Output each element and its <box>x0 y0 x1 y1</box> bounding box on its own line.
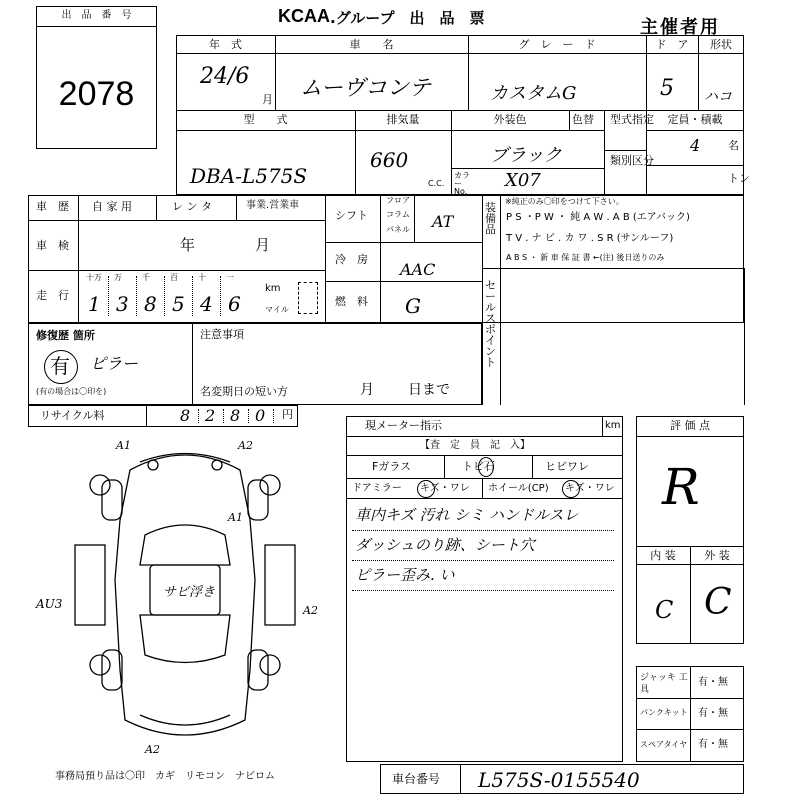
shift-floor-label: フロア <box>386 196 410 205</box>
inspector-label: 【査 定 員 記 入】 <box>420 440 530 451</box>
jack-tools-label: ジャッキ 工 具 <box>640 673 697 695</box>
equipment-line-2: T V . ナ ビ . カ ワ . S R (サンルーフ) <box>506 233 674 244</box>
inspector-note-1: 車内キズ 汚れ シミ ハンドルスレ <box>355 506 579 524</box>
private-use-label: 自 家 用 <box>92 200 132 213</box>
equipment-line-3: A B S ・ 新 車 保 証 書 ←(注) 後日送りのみ <box>506 253 665 262</box>
spare-tire-label: スペアタイヤ <box>640 740 688 749</box>
mileage-digit-label: 万 <box>114 273 122 282</box>
shift-column-label: コラム <box>386 210 410 219</box>
mileage-digit-label: 千 <box>142 273 150 282</box>
exterior-label: 外 装 <box>704 549 730 562</box>
capacity-value: 4 <box>690 136 701 155</box>
displacement-value: 660 <box>370 148 409 172</box>
vehicle-name: ムーヴコンテ <box>300 76 431 101</box>
mile-label: マイル <box>265 305 289 314</box>
exterior-rating: C <box>704 582 732 623</box>
chipped-stone-label: トビ石 <box>462 460 495 473</box>
recycle-digit: 8 <box>180 406 191 425</box>
overall-rating: R <box>662 458 700 516</box>
shift-label: シフト <box>335 209 368 222</box>
equipment-note: ※純正のみ〇印をつけて下さい。 <box>505 197 624 206</box>
mile-checkbox[interactable] <box>298 282 318 314</box>
rust-note: サビ浮き <box>163 585 216 600</box>
model-designation-label: 型式指定 <box>610 113 654 126</box>
puncture-kit-label: パンクキット <box>640 708 688 717</box>
deadline-month: 月 <box>360 382 374 398</box>
chipped-stone-circle <box>478 457 494 477</box>
damage-mark-front-right: A2 <box>238 439 253 452</box>
exterior-color-value: ブラック <box>490 145 562 166</box>
inspector-note-3: ピラー歪み. い <box>355 566 455 584</box>
rental-label: レ ン タ <box>172 200 212 213</box>
inspection-year: 年 <box>180 236 196 254</box>
lot-number-label: 出 品 番 号 <box>61 10 132 21</box>
puncture-kit-yes-no[interactable]: 有・無 <box>698 708 728 719</box>
damage-mark-rear: A2 <box>145 743 160 756</box>
shape-label: 形状 <box>710 38 732 51</box>
spare-tire-yes-no[interactable]: 有・無 <box>698 739 728 750</box>
deadline-label: 名変期日の短い方 <box>200 385 288 398</box>
load-unit: トン <box>728 172 750 185</box>
meter-unit: km <box>605 420 621 431</box>
business-use-label: 事業.営業車 <box>246 200 300 211</box>
wheel-label: ホイール(CP) <box>488 483 549 494</box>
km-label: km <box>265 283 281 294</box>
color-number-label: カラー No. <box>454 171 470 196</box>
recycle-label: リサイクル料 <box>40 409 105 422</box>
meter-label: 現メーター指示 <box>365 419 442 432</box>
repair-value: 有 <box>50 354 70 378</box>
wheel-scratch-circle <box>562 480 580 498</box>
year-label: 年 式 <box>209 38 242 51</box>
mileage-digit: 8 <box>144 292 157 316</box>
name-label: 車 名 <box>349 38 394 51</box>
f-glass-label: Fガラス <box>372 460 411 473</box>
color-number-value: X07 <box>505 170 541 191</box>
displacement-label: 排気量 <box>386 113 420 126</box>
inspection-label: 車 検 <box>36 239 69 252</box>
inspection-month: 月 <box>255 236 271 254</box>
year-month-unit: 月 <box>262 93 273 106</box>
grade-label: グ レ ー ド <box>518 38 596 51</box>
mileage-digit-label: 一 <box>226 273 234 282</box>
equipment-label: 装 備 品 <box>485 201 507 236</box>
mileage-digit: 3 <box>116 292 129 316</box>
form-title: .グループ 出 品 票 <box>330 9 485 27</box>
model-value: DBA-L575S <box>190 164 308 188</box>
exterior-color-label: 外装色 <box>493 113 527 126</box>
shape-value: ハコ <box>704 89 732 105</box>
damage-mark-right-side: A1 <box>228 511 243 524</box>
rating-label: 評 価 点 <box>670 419 710 432</box>
inspector-note-2: ダッシュのり跡、シート穴 <box>355 536 535 554</box>
car-diagram <box>60 440 310 770</box>
recycle-digit: 8 <box>230 406 241 425</box>
recycle-unit: 円 <box>282 408 293 421</box>
ac-value: AAC <box>400 260 436 279</box>
chassis-label: 車台番号 <box>392 772 441 786</box>
ac-label: 冷 房 <box>335 253 368 266</box>
door-mirror-label: ドアミラー <box>352 483 402 494</box>
office-items-note: 事務局預り品は〇印 カギ リモコン ナビロム <box>55 771 275 782</box>
mirror-scratch-circle <box>417 480 435 498</box>
mileage-digit-label: 十 <box>198 273 206 282</box>
damage-mark-left-side: AU3 <box>36 597 63 611</box>
equipment-line-1: P S ・P W ・ 純 A W . A B (エアバック) <box>506 212 690 223</box>
shift-value: AT <box>432 212 454 231</box>
door-mirror-status: キズ・ワレ <box>420 483 470 494</box>
damage-mark-right-rear: A2 <box>303 604 318 617</box>
crack-label: ヒビワレ <box>545 460 589 473</box>
year-value: 24/6 <box>200 64 250 89</box>
capacity-unit: 名 <box>728 139 739 152</box>
color-change-label: 色替 <box>572 113 594 126</box>
door-value: 5 <box>660 76 674 101</box>
mileage-digit: 4 <box>200 292 213 316</box>
mileage-digit-label: 十万 <box>86 273 102 282</box>
grade-value: カスタムG <box>490 83 577 104</box>
door-label: ド ア <box>655 38 689 51</box>
model-label: 型 式 <box>243 113 288 126</box>
organizer-label: 主催者用 <box>640 17 720 38</box>
repair-note: (有の場合は〇印を) <box>36 387 107 396</box>
chassis-number: L575S-0155540 <box>478 768 640 792</box>
recycle-digit: 0 <box>255 406 266 425</box>
displacement-unit: C.C. <box>428 179 445 188</box>
sales-point-label: セールスポイント <box>485 279 496 369</box>
deadline-day: 日まで <box>408 382 450 398</box>
caution-label: 注意事項 <box>200 328 244 341</box>
capacity-label: 定員・積載 <box>667 113 723 126</box>
damage-mark-front-left: A1 <box>116 439 131 452</box>
jack-yes-no[interactable]: 有・無 <box>698 677 728 688</box>
shift-panel-label: パネル <box>386 225 410 234</box>
mileage-digit: 5 <box>172 292 185 316</box>
mileage-digit: 6 <box>228 292 241 316</box>
interior-rating: C <box>655 596 674 624</box>
fuel-value: G <box>405 294 421 318</box>
repair-label: 修復歴 箇所 <box>36 329 95 342</box>
history-label: 車 歴 <box>36 200 69 213</box>
mileage-digit-label: 百 <box>170 273 178 282</box>
interior-label: 内 装 <box>650 549 676 562</box>
repair-location: ピラー <box>90 354 139 373</box>
lot-number: 2078 <box>58 75 135 113</box>
mileage-digit: 1 <box>88 292 101 316</box>
fuel-label: 燃 料 <box>335 295 368 308</box>
mileage-label: 走 行 <box>36 289 69 302</box>
recycle-digit: 2 <box>205 406 216 425</box>
wheel-status: キズ・ワレ <box>565 483 615 494</box>
category-label: 類別区分 <box>610 154 654 167</box>
brand-logo: KCAA <box>278 6 330 26</box>
